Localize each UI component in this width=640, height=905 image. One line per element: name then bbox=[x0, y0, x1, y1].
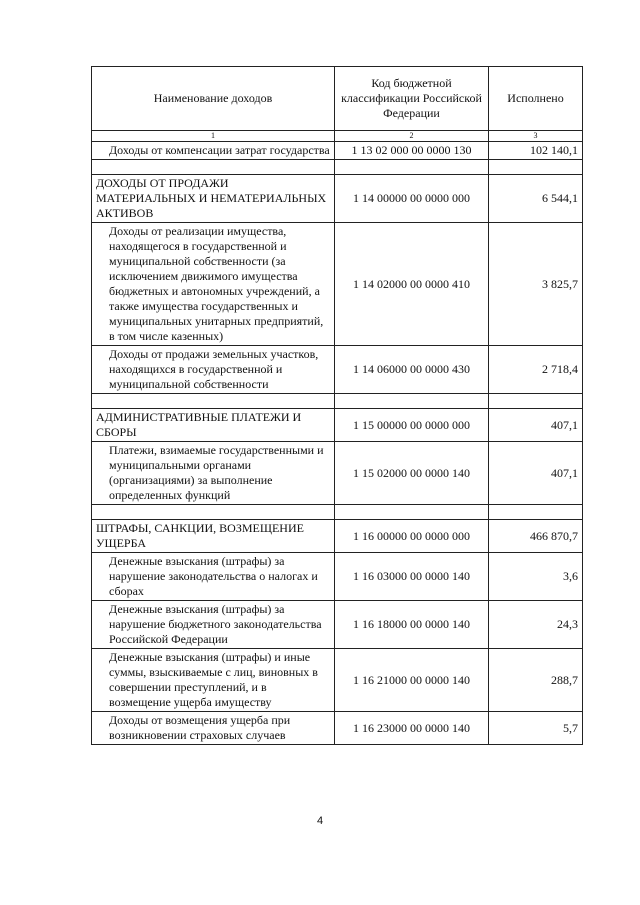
executed-value-cell: 5,7 bbox=[489, 712, 583, 745]
empty-cell bbox=[92, 394, 335, 409]
empty-cell bbox=[92, 505, 335, 520]
revenue-table bbox=[91, 66, 583, 745]
section-row bbox=[92, 175, 583, 223]
executed-value-cell: 2 718,4 bbox=[489, 346, 583, 394]
table-body bbox=[92, 142, 583, 745]
budget-code-cell: 1 15 02000 00 0000 140 bbox=[335, 442, 489, 505]
empty-cell bbox=[335, 160, 489, 175]
budget-code-cell: 1 16 18000 00 0000 140 bbox=[335, 601, 489, 649]
budget-code-cell: 1 16 00000 00 0000 000 bbox=[335, 520, 489, 553]
header-budget-code: Код бюджетной классификации Российской Федерации bbox=[335, 67, 489, 131]
empty-cell bbox=[489, 505, 583, 520]
revenue-name-cell: ДОХОДЫ ОТ ПРОДАЖИ МАТЕРИАЛЬНЫХ И НЕМАТЕРИАЛЬНЫХ АКТИВОВ bbox=[92, 175, 335, 223]
executed-value-cell: 102 140,1 bbox=[489, 142, 583, 160]
empty-cell bbox=[335, 505, 489, 520]
table-header bbox=[92, 67, 583, 142]
header-executed: Исполнено bbox=[489, 67, 583, 131]
spacer-row bbox=[92, 160, 583, 175]
revenue-name-cell: Денежные взыскания (штрафы) за нарушение бюджетного законодательства Российской Федерации bbox=[92, 601, 335, 649]
executed-value-cell: 407,1 bbox=[489, 442, 583, 505]
spacer-row bbox=[92, 505, 583, 520]
executed-value-cell: 3 825,7 bbox=[489, 223, 583, 346]
table-row bbox=[92, 553, 583, 601]
table-row bbox=[92, 346, 583, 394]
table-row bbox=[92, 223, 583, 346]
executed-value-cell: 6 544,1 bbox=[489, 175, 583, 223]
table-row bbox=[92, 142, 583, 160]
budget-code-cell: 1 16 03000 00 0000 140 bbox=[335, 553, 489, 601]
empty-cell bbox=[489, 160, 583, 175]
empty-cell bbox=[489, 394, 583, 409]
section-row bbox=[92, 409, 583, 442]
executed-value-cell: 24,3 bbox=[489, 601, 583, 649]
header-revenue-name: Наименование доходов bbox=[92, 67, 335, 131]
table-row bbox=[92, 601, 583, 649]
revenue-name-cell: Платежи, взимаемые государственными и муниципальными органами (организациями) за выполнение определенных функций bbox=[92, 442, 335, 505]
revenue-name-cell: Доходы от возмещения ущерба при возникновении страховых случаев bbox=[92, 712, 335, 745]
page-number: 4 bbox=[316, 815, 324, 827]
revenue-name-cell: Доходы от компенсации затрат государства bbox=[92, 142, 335, 160]
column-number: 1 bbox=[92, 131, 335, 142]
budget-code-cell: 1 14 02000 00 0000 410 bbox=[335, 223, 489, 346]
revenue-name-cell: Денежные взыскания (штрафы) за нарушение законодательства о налогах и сборах bbox=[92, 553, 335, 601]
budget-code-cell: 1 16 23000 00 0000 140 bbox=[335, 712, 489, 745]
table-row bbox=[92, 712, 583, 745]
spacer-row bbox=[92, 394, 583, 409]
budget-code-cell: 1 16 21000 00 0000 140 bbox=[335, 649, 489, 712]
column-number-row bbox=[92, 131, 583, 142]
revenue-name-cell: ШТРАФЫ, САНКЦИИ, ВОЗМЕЩЕНИЕ УЩЕРБА bbox=[92, 520, 335, 553]
executed-value-cell: 3,6 bbox=[489, 553, 583, 601]
revenue-name-cell: АДМИНИСТРАТИВНЫЕ ПЛАТЕЖИ И СБОРЫ bbox=[92, 409, 335, 442]
executed-value-cell: 407,1 bbox=[489, 409, 583, 442]
column-number: 3 bbox=[489, 131, 583, 142]
executed-value-cell: 466 870,7 bbox=[489, 520, 583, 553]
revenue-name-cell: Доходы от реализации имущества, находящегося в государственной и муниципальной собственности (за исключением движимого имущества бюджетных и автономных учреждений, а также имущества государственных и муниципальных унитарных предприятий, в том числе казенных) bbox=[92, 223, 335, 346]
executed-value-cell: 288,7 bbox=[489, 649, 583, 712]
revenue-name-cell: Денежные взыскания (штрафы) и иные суммы, взыскиваемые с лиц, виновных в совершении преступлений, и в возмещение ущерба имуществу bbox=[92, 649, 335, 712]
table-row bbox=[92, 649, 583, 712]
column-number: 2 bbox=[335, 131, 489, 142]
budget-code-cell: 1 14 06000 00 0000 430 bbox=[335, 346, 489, 394]
section-row bbox=[92, 520, 583, 553]
budget-code-cell: 1 14 00000 00 0000 000 bbox=[335, 175, 489, 223]
table-row bbox=[92, 442, 583, 505]
revenue-name-cell: Доходы от продажи земельных участков, находящихся в государственной и муниципальной собственности bbox=[92, 346, 335, 394]
empty-cell bbox=[92, 160, 335, 175]
budget-code-cell: 1 13 02 000 00 0000 130 bbox=[335, 142, 489, 160]
budget-code-cell: 1 15 00000 00 0000 000 bbox=[335, 409, 489, 442]
empty-cell bbox=[335, 394, 489, 409]
